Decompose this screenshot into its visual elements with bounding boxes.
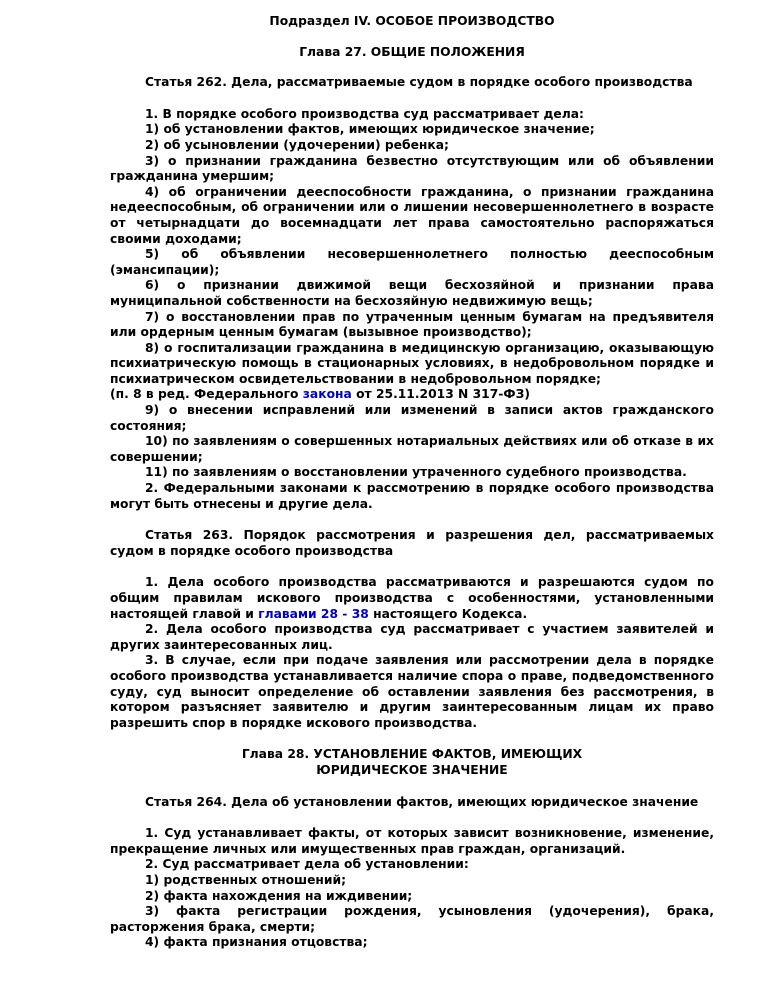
chapter-28-title-line-1: Глава 28. УСТАНОВЛЕНИЕ ФАКТОВ, ИМЕЮЩИХ [241,747,583,762]
article-262-item-11: 11) по заявлениям о восстановлении утраченного судебного производства. [145,465,687,480]
chapter-38-link[interactable]: 38 [351,606,369,621]
article-262-item-9: 9) о внесении исправлений или изменений в записи актов гражданского состояния; [110,403,714,433]
subsection-title: Подраздел IV. ОСОБОЕ ПРОИЗВОДСТВО [269,14,555,28]
amendment-note-prefix: (п. 8 в ред. Федерального [110,387,303,402]
chapters-28-link[interactable]: главами 28 [258,606,339,621]
amendment-note-suffix: от 25.11.2013 N 317-ФЗ) [351,387,530,402]
article-263-paragraph-2: 2. Дела особого производства суд рассматривает с участием заявителей и других заинтересованных лиц. [110,622,714,652]
article-262-item-8: 8) о госпитализации гражданина в медицинскую организацию, оказывающую психиатрическую помощь в стационарных условиях, в недобровольном порядке и психиатрическом освидетельствовании в недобровольном порядке; [110,340,714,386]
article-264-paragraph-1: 1. Суд устанавливает факты, от которых зависит возникновение, изменение, прекращение личных или имущественных прав граждан, организаций. [110,826,714,856]
article-263-paragraph-3: 3. В случае, если при подаче заявления или рассмотрении дела в порядке особого производства устанавливается наличие спора о праве, подведомственного суду, суд выносит определение об оставлении заявления без рассмотрения, в котором разъясняет заявителю и другим заинтересованным лицам их право разрешить спор в порядке искового производства. [110,653,714,730]
chapter-27-title: Глава 27. ОБЩИЕ ПОЛОЖЕНИЯ [299,44,525,59]
article-262-item-1: 1) об установлении фактов, имеющих юридическое значение; [145,122,595,137]
article-263-paragraph-1 [110,575,714,622]
article-262-item-4: 4) об ограничении дееспособности гражданина, о признании гражданина недееспособным, об ограничении или о лишении несовершеннолетнего в возрасте от четырнадцати до восемнадцати лет права самостоятельно распоряжаться своими доходами; [110,184,714,246]
article-262-item-7: 7) о восстановлении прав по утраченным ценным бумагам на предъявителя или ордерным ценным бумагам (вызывное производство); [110,309,714,340]
article-264-item-4: 4) факта признания отцовства; [145,935,368,950]
article-262-item-6: 6) о признании движимой вещи бесхозяйной и признании права муниципальной собственности на бесхозяйную недвижимую вещь; [110,278,714,308]
article-264-title: Статья 264. Дела об установлении фактов, имеющих юридическое значение [145,794,699,809]
article-263-p1-suffix: настоящего Кодекса. [368,606,528,621]
article-262-item-2: 2) об усыновлении (удочерении) ребенка; [145,137,449,152]
document-page [110,14,714,951]
chapters-dash: - [338,606,352,621]
article-262-title: Статья 262. Дела, рассматриваемые судом в порядке особого производства [145,75,693,90]
article-262-item-3: 3) о признании гражданина безвестно отсутствующим или об объявлении гражданина умершим; [110,153,714,184]
amendment-note [110,387,714,403]
article-262-item-10: 10) по заявлениям о совершенных нотариальных действиях или об отказе в их совершении; [110,434,714,464]
article-263-p1-prefix: 1. Дела особого производства рассматриваются и разрешаются судом по общим правилам искового производства с особенностями, установленными настоящей главой и [110,575,714,621]
article-264-paragraph-2: 2. Суд рассматривает дела об установлении: [145,857,469,872]
article-263-title: Статья 263. Порядок рассмотрения и разрешения дел, рассматриваемых судом в порядке особого производства [110,528,714,558]
law-link[interactable]: закона [302,387,352,402]
article-262-item-5: 5) об объявлении несовершеннолетнего полностью дееспособным (эмансипации); [110,247,714,277]
article-264-item-1: 1) родственных отношений; [145,872,347,887]
article-264-item-2: 2) факта нахождения на иждивении; [145,888,413,903]
article-264-item-3: 3) факта регистрации рождения, усыновления (удочерения), брака, расторжения брака, смерти; [110,904,714,934]
article-262-paragraph-1-intro: 1. В порядке особого производства суд рассматривает дела: [145,106,584,121]
article-262-paragraph-2: 2. Федеральными законами к рассмотрению в порядке особого производства могут быть отнесены и другие дела. [110,481,714,511]
chapter-28-title-line-2: ЮРИДИЧЕСКОЕ ЗНАЧЕНИЕ [316,762,508,777]
